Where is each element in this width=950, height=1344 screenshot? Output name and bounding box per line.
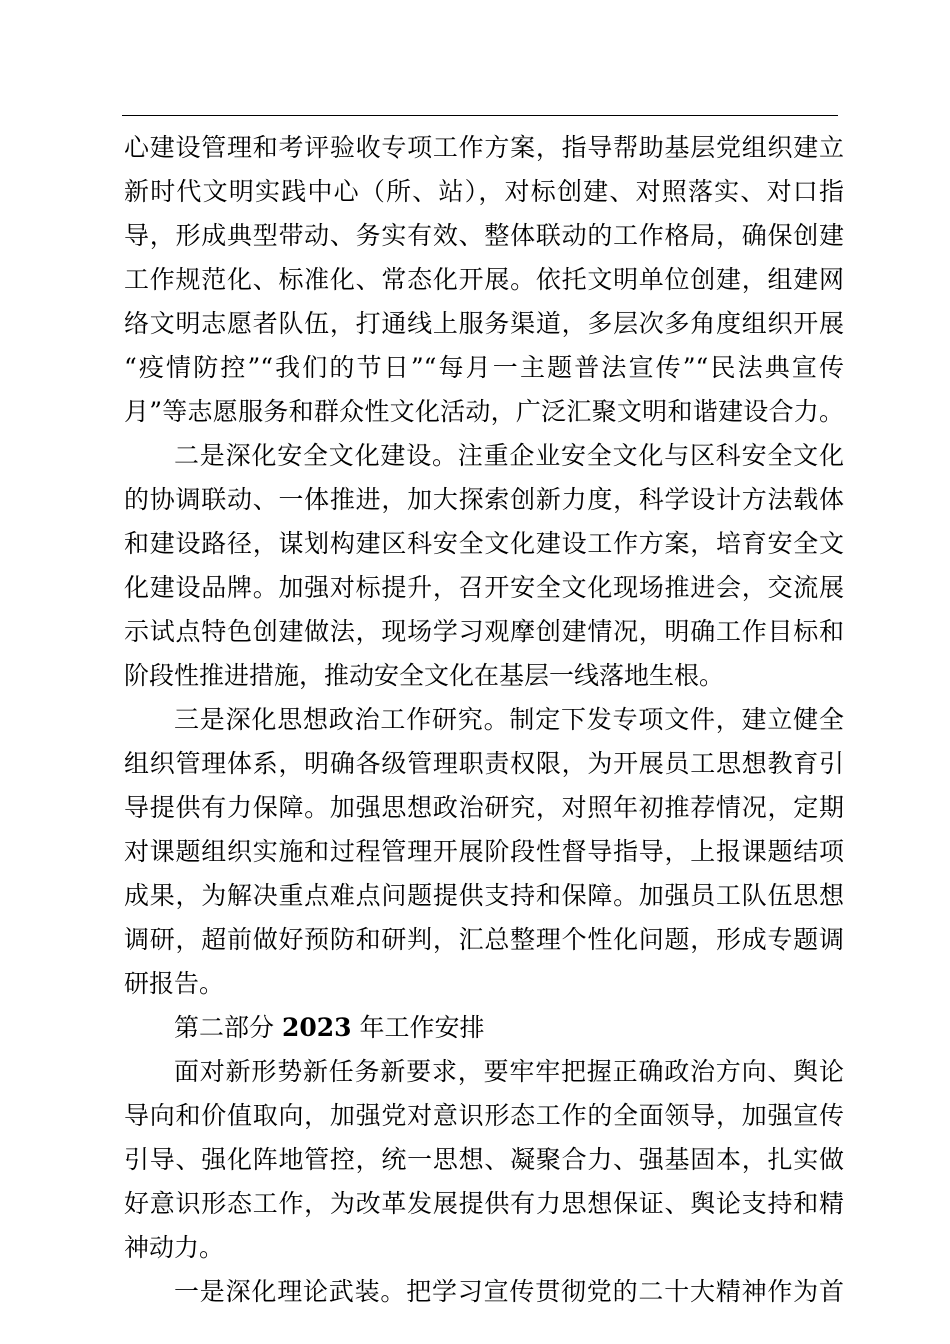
text-line: 工作规范化、标准化、常态化开展。依托文明单位创建，组建网	[124, 265, 844, 294]
text-line: 心建设管理和考评验收专项工作方案，指导帮助基层党组织建立	[124, 133, 844, 162]
text-line: “疫情防控”“我们的节日”“每月一主题普法宣传”“民法典宣传	[124, 353, 844, 382]
text-line: 成果，为解决重点难点问题提供支持和保障。加强员工队伍思想	[124, 881, 844, 910]
text-line: 示试点特色创建做法，现场学习观摩创建情况，明确工作目标和	[124, 617, 844, 646]
text-line: 的协调联动、一体推进，加大探索创新力度，科学设计方法载体	[124, 485, 844, 514]
section-heading-prefix: 第二部分	[174, 1013, 282, 1042]
text-line: 导提供有力保障。加强思想政治研究，对照年初推荐情况，定期	[124, 793, 844, 822]
paragraph-first-line: 三是深化思想政治工作研究。制定下发专项文件，建立健全	[174, 705, 844, 734]
text-line: 阶段性推进措施，推动安全文化在基层一线落地生根。	[124, 661, 725, 690]
text-line: 和建设路径，谋划构建区科安全文化建设工作方案，培育安全文	[124, 529, 844, 558]
text-line: 好意识形态工作，为改革发展提供有力思想保证、舆论支持和精	[124, 1189, 844, 1218]
paragraph-first-line: 二是深化安全文化建设。注重企业安全文化与区科安全文化	[174, 441, 844, 470]
text-line: 研报告。	[124, 969, 225, 998]
text-line: 月”等志愿服务和群众性文化活动，广泛汇聚文明和谐建设合力。	[124, 397, 844, 426]
text-line: 对课题组织实施和过程管理开展阶段性督导指导，上报课题结项	[124, 837, 844, 866]
text-line: 神动力。	[124, 1233, 225, 1262]
text-line: 导，形成典型带动、务实有效、整体联动的工作格局，确保创建	[124, 221, 844, 250]
header-rule	[122, 115, 838, 116]
text-line: 络文明志愿者队伍，打通线上服务渠道，多层次多角度组织开展	[124, 309, 844, 338]
paragraph-first-line: 一是深化理论武装。把学习宣传贯彻党的二十大精神作为首	[174, 1277, 844, 1306]
text-line: 调研，超前做好预防和研判，汇总整理个性化问题，形成专题调	[124, 925, 844, 954]
text-line: 化建设品牌。加强对标提升，召开安全文化现场推进会，交流展	[124, 573, 844, 602]
text-line: 组织管理体系，明确各级管理职责权限，为开展员工思想教育引	[124, 749, 844, 778]
section-heading	[174, 1006, 844, 1050]
section-heading-year: 2023	[281, 1013, 352, 1042]
text-line: 新时代文明实践中心（所、站），对标创建、对照落实、对口指	[124, 177, 844, 206]
text-line: 导向和价值取向，加强党对意识形态工作的全面领导，加强宣传	[124, 1101, 844, 1130]
paragraph-first-line: 面对新形势新任务新要求，要牢牢把握正确政治方向、舆论	[174, 1057, 844, 1086]
text-line: 引导、强化阵地管控，统一思想、凝聚合力、强基固本，扎实做	[124, 1145, 844, 1174]
section-heading-suffix: 年工作安排	[351, 1013, 485, 1042]
